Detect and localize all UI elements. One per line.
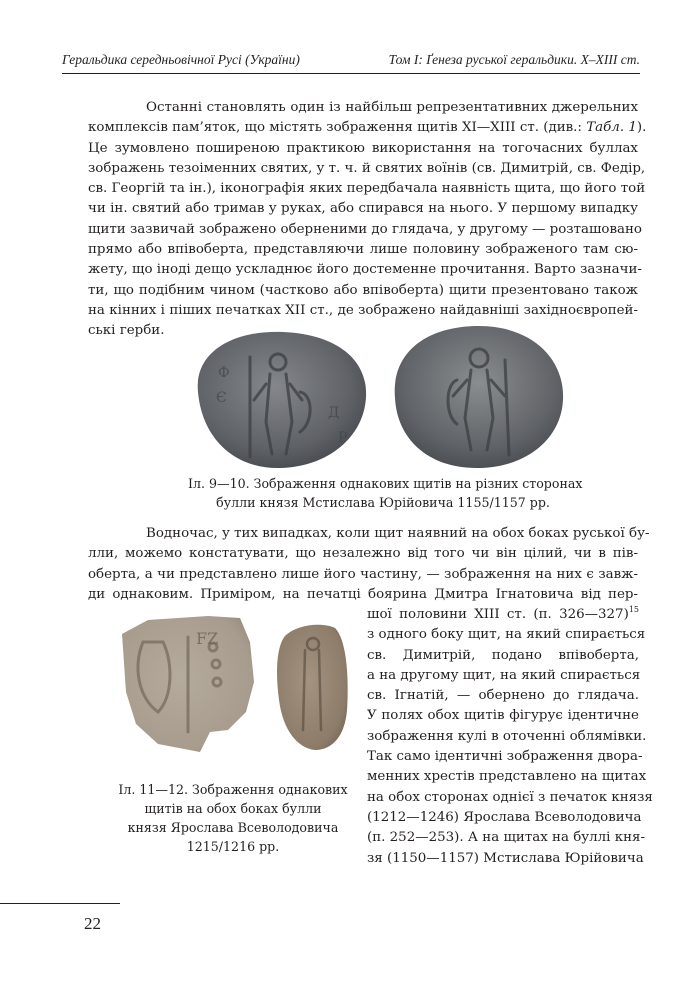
text-line: св. Георгій та ін.), іконографія яких передбачала наявність щита, що його той xyxy=(88,181,646,197)
text-line: ди однаковим. Приміром, на печатці боярина Дмитра Ігнатовича від пер- xyxy=(88,586,638,602)
header-rule xyxy=(62,73,640,74)
caption-line: Іл. 11—12. Зображення однакових xyxy=(118,782,348,797)
text-line: зображень тезоіменних святих, у т. ч. й святих воїнів (св. Димитрій, св. Федір, xyxy=(88,160,646,176)
text-line: прямо або впівоберта, представляючи лише половину зображеного там сю- xyxy=(88,242,638,258)
figure-caption-9-10 xyxy=(188,474,583,512)
caption-line: щитів на обох боках булли xyxy=(144,801,322,816)
header-right: Том І: Ґенеза руської геральдики. X–XIII ст. xyxy=(388,52,640,67)
text-line: з одного боку щит, на який спирається xyxy=(367,627,646,643)
text-line: У полях обох щитів фігурує ідентичне xyxy=(367,708,639,724)
text-line: лли, можемо констатувати, що незалежно від того чи він цілий, чи в пів- xyxy=(88,546,638,562)
text-line: св. Ігнатій, — обернено до глядача. xyxy=(367,688,639,704)
caption-line: 1215/1216 рр. xyxy=(186,839,280,854)
figure-caption-11-12 xyxy=(108,780,358,856)
text-line: жету, що іноді дещо ускладнює його достеменне прочитання. Варто зазначи- xyxy=(88,262,642,278)
text-line: а на другому щит, на який спирається xyxy=(367,667,641,683)
seal-photo-12 xyxy=(275,620,351,752)
text-line: зя (1150—1157) Мстислава Юрійовича xyxy=(367,850,644,866)
text-line: щити зазвичай зображено оберненими до глядача, у другому — розташовано xyxy=(88,221,642,237)
text-line: Останні становлять один із найбільш репрезентативних джерельних xyxy=(146,100,638,115)
text-line: на обох сторонах однієї з печаток князя xyxy=(367,789,653,805)
text-line: ти, що подібним чином (частково або впівоберта) щити презентовано також xyxy=(88,282,638,298)
text-line: оберта, а чи представлено лише його частину, — зображення на них є завж- xyxy=(88,566,638,582)
paragraph-3 xyxy=(367,605,653,869)
seal-photo-10 xyxy=(387,320,569,472)
text-line: шої половини XIII ст. (п. 326—327)$^{15}$ xyxy=(367,605,639,622)
running-header xyxy=(62,52,640,74)
text-line: чи ін. святий або тримав у руках, або спирався на нього. У першому випадку xyxy=(88,201,638,217)
svg-text:Д: Д xyxy=(328,405,340,421)
paragraph-1 xyxy=(88,98,647,342)
text-line: менних хрестів представлено на щитах xyxy=(367,769,647,785)
svg-text:Ф: Ф xyxy=(218,365,230,381)
text-line: Це зумовлено поширеною практикою використання на тогочасних буллах xyxy=(88,140,638,156)
seal-photo-9 xyxy=(188,322,373,472)
text-line: (п. 252—253). А на щитах на буллі кня- xyxy=(367,830,645,846)
caption-line: князя Ярослава Всеволодовича xyxy=(127,820,339,835)
text-line: Водночас, у тих випадках, коли щит наявний на обох боках руської бу- xyxy=(146,526,650,541)
page-number: 22 xyxy=(84,914,101,933)
caption-line: Іл. 9—10. Зображення однакових щитів на різних сторонах xyxy=(188,476,583,491)
text-line: зображення кулі в оточенні облямівки. xyxy=(367,728,647,744)
text-line: (1212—1246) Ярослава Всеволодовича xyxy=(367,809,642,825)
header-left: Геральдика середньовічної Русі (України) xyxy=(62,52,300,67)
text-line: Так само ідентичні зображення двора- xyxy=(367,749,643,765)
svg-text:Р: Р xyxy=(338,430,348,446)
svg-text:FZ: FZ xyxy=(196,629,219,648)
footnote-marker[interactable]: 15 xyxy=(628,605,639,614)
caption-line: булли князя Мстислава Юрійовича 1155/1157 рр. xyxy=(216,495,550,510)
paragraph-2 xyxy=(88,524,650,605)
seal-photo-11 xyxy=(118,612,260,758)
text-line: ські герби. xyxy=(88,323,165,339)
svg-text:Є: Є xyxy=(216,390,227,406)
text-line: комплексів пам’яток, що містять зображення щитів XI—XIII ст. (див.: Табл. 1). xyxy=(88,120,647,136)
text-line: на кінних і піших печатках XII ст., де зображено найдавніші західноєвропей- xyxy=(88,302,638,318)
text-line: св. Димитрій, подано впівоберта, xyxy=(367,647,639,663)
footer-rule xyxy=(0,903,120,904)
table-reference[interactable]: Табл. 1 xyxy=(586,120,637,136)
